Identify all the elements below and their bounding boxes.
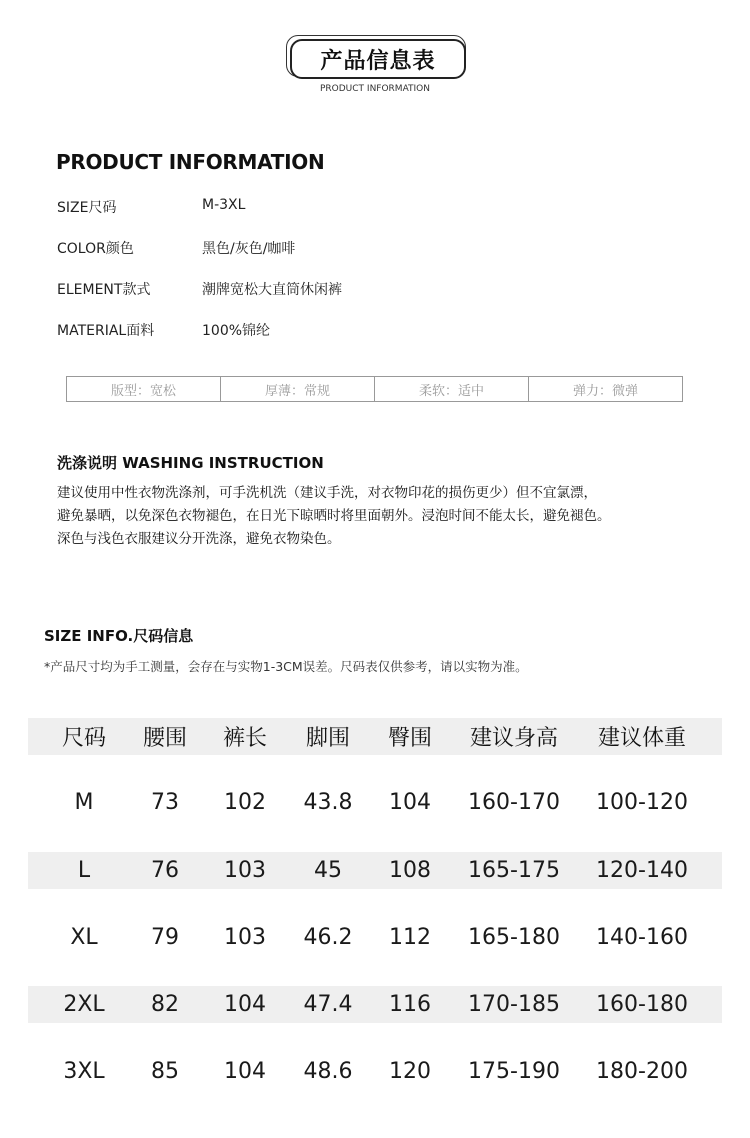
column-header: 建议身高 (469, 726, 558, 751)
table-cell: 43.8 (303, 790, 353, 815)
attr-thickness: 厚薄：常规 (221, 377, 375, 401)
table-cell: 120 (389, 1059, 431, 1084)
table-cell: 180-200 (596, 1059, 688, 1084)
size-note: *产品尺寸均为手工测量，会存在与实物1-3CM误差。尺码表仅供参考，请以实物为准。 (44, 659, 528, 674)
table-cell: 46.2 (303, 925, 353, 950)
table-cell: 120-140 (596, 858, 688, 883)
table-cell: 103 (224, 858, 266, 883)
washing-line: 避免暴晒，以免深色衣物褪色，在日光下晾晒时将里面朝外。浸泡时间不能太长，避免褪色。 (57, 508, 611, 524)
size-table-header (28, 718, 722, 755)
info-label: SIZE尺码 (57, 200, 117, 216)
table-cell: 76 (151, 858, 179, 883)
washing-line: 深色与浅色衣服建议分开洗涤，避免衣物染色。 (57, 531, 341, 547)
table-cell: 160-170 (468, 790, 560, 815)
table-cell: 73 (151, 790, 179, 815)
column-header: 臀围 (387, 726, 432, 751)
attribute-bar (66, 376, 683, 402)
table-cell: M (74, 790, 94, 815)
page-title: 产品信息表 (290, 39, 466, 79)
table-cell: 165-175 (468, 858, 560, 883)
washing-line: 建议使用中性衣物洗涤剂，可手洗机洗（建议手洗，对衣物印花的损伤更少）但不宜氯漂， (57, 485, 597, 501)
info-label: MATERIAL面料 (57, 323, 155, 339)
washing-title: 洗涤说明 WASHING INSTRUCTION (57, 454, 324, 472)
info-label: ELEMENT款式 (57, 282, 151, 298)
info-value: 潮牌宽松大直筒休闲裤 (202, 282, 342, 298)
column-header: 建议体重 (597, 726, 686, 751)
table-cell: 85 (151, 1059, 179, 1084)
product-info-title: PRODUCT INFORMATION (56, 150, 325, 174)
size-table-row (28, 1053, 722, 1090)
table-cell: 104 (224, 992, 266, 1017)
table-cell: XL (70, 925, 98, 950)
attr-elasticity: 弹力：微弹 (572, 383, 638, 399)
table-cell: 104 (389, 790, 431, 815)
table-cell: 3XL (63, 1059, 105, 1084)
table-cell: 103 (224, 925, 266, 950)
table-cell: 47.4 (303, 992, 353, 1017)
table-cell: 170-185 (468, 992, 560, 1017)
column-header: 腰围 (142, 726, 187, 751)
table-cell: 104 (224, 1059, 266, 1084)
table-cell: 165-180 (468, 925, 560, 950)
size-table-row (28, 986, 722, 1023)
size-info-title: SIZE INFO.尺码信息 (44, 627, 194, 645)
table-cell: 160-180 (596, 992, 688, 1017)
table-cell: 48.6 (303, 1059, 353, 1084)
size-table-row (28, 919, 722, 956)
table-cell: 79 (151, 925, 179, 950)
table-cell: 108 (389, 858, 431, 883)
size-table-row (28, 852, 722, 889)
table-cell: 2XL (63, 992, 105, 1017)
table-cell: 175-190 (468, 1059, 560, 1084)
info-value: 100%锦纶 (202, 323, 271, 339)
size-table-row (28, 784, 722, 821)
washing-text (57, 482, 717, 551)
column-header: 尺码 (61, 726, 106, 751)
info-value: 黑色/灰色/咖啡 (202, 241, 296, 257)
table-cell: 45 (314, 858, 342, 883)
table-cell: 100-120 (596, 790, 688, 815)
table-cell: 112 (389, 925, 431, 950)
table-cell: 140-160 (596, 925, 688, 950)
page-subtitle: PRODUCT INFORMATION (319, 84, 431, 94)
column-header: 裤长 (222, 726, 267, 751)
table-cell: 102 (224, 790, 266, 815)
table-cell: 116 (389, 992, 431, 1017)
column-header: 脚围 (305, 726, 350, 751)
info-label: COLOR颜色 (57, 241, 134, 257)
attr-fit: 版型：宽松 (67, 377, 221, 401)
info-value: M-3XL (202, 197, 246, 213)
table-cell: L (77, 858, 91, 883)
table-cell: 82 (151, 992, 179, 1017)
attr-softness: 柔软：适中 (375, 377, 529, 401)
